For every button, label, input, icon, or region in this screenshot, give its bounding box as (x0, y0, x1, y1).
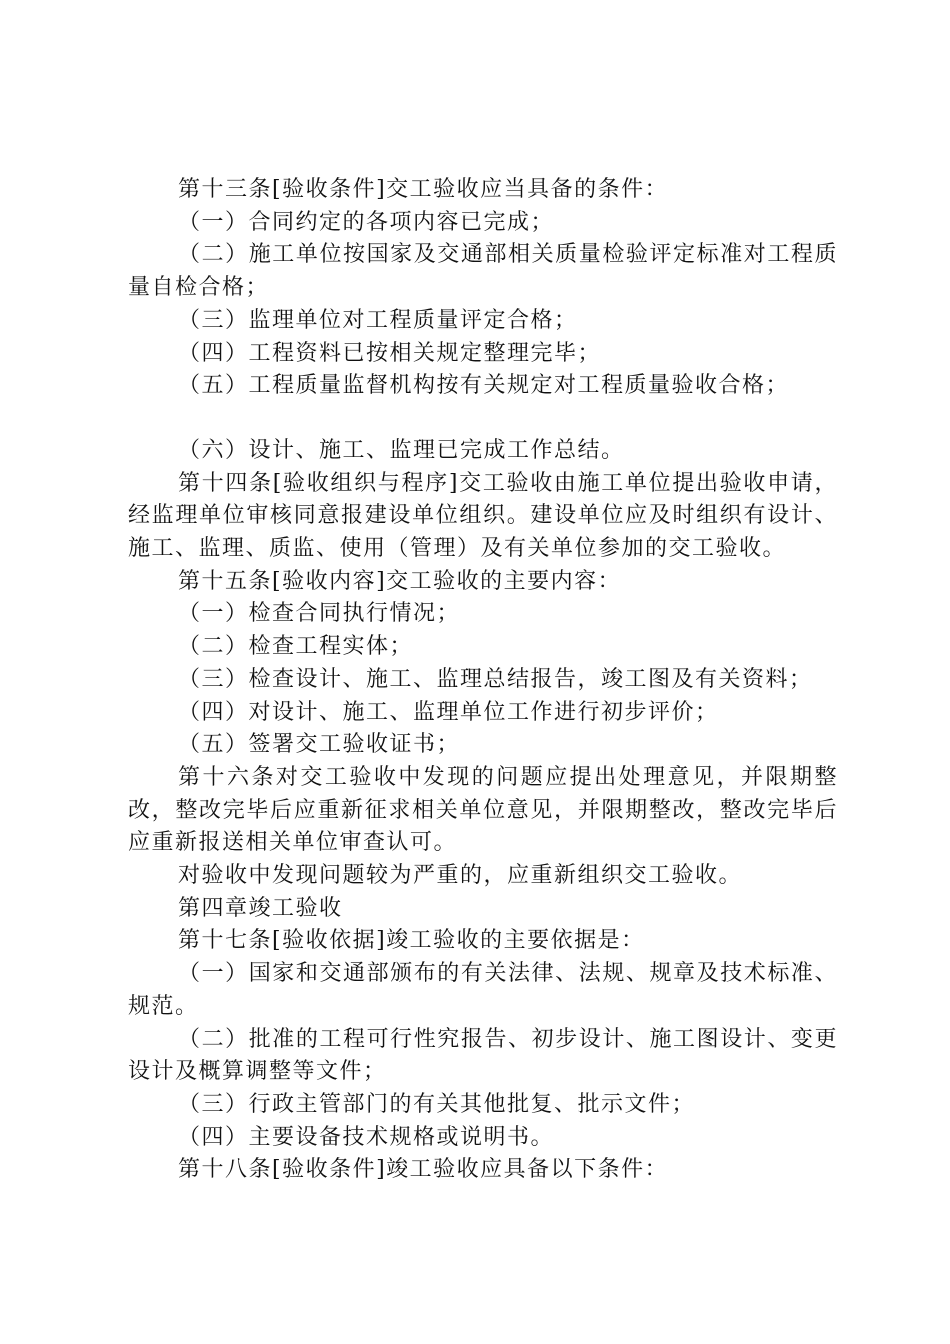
article-15-item-1: （一）检查合同执行情况； (178, 601, 461, 627)
article-15-item-3: （三）检查设计、施工、监理总结报告，竣工图及有关资料； (178, 666, 813, 692)
article-14-paragraph: 第十四条[验收组织与程序]交工验收由施工单位提出验收申请，经监理单位审核同意报建设单位组织。建设单位应及时组织有设计、施工、监理、质监、使用（管理）及有关单位参加的交工验收。 (128, 470, 838, 562)
article-17-item-3: （三）行政主管部门的有关其他批复、批示文件； (178, 1091, 696, 1117)
article-17-item-1: （一）国家和交通部颁布的有关法律、法规、规章及技术标准、规范。 (128, 961, 838, 1019)
article-17-item-2: （二）批准的工程可行性究报告、初步设计、施工图设计、变更设计及概算调整等文件； (128, 1026, 838, 1085)
article-13-item-3: （三）监理单位对工程质量评定合格； (178, 307, 578, 333)
article-17-heading: 第十七条[验收依据]竣工验收的主要依据是： (178, 928, 645, 954)
article-13-item-4: （四）工程资料已按相关规定整理完毕； (178, 340, 602, 366)
article-15-heading: 第十五条[验收内容]交工验收的主要内容： (178, 568, 622, 594)
article-13-item-1: （一）合同约定的各项内容已完成； (178, 209, 555, 235)
article-16-note: 对验收中发现问题较为严重的，应重新组织交工验收。 (178, 863, 743, 889)
article-15-item-5: （五）签署交工验收证书； (178, 732, 461, 758)
article-17-item-4: （四）主要设备技术规格或说明书。 (178, 1124, 555, 1150)
article-13-item-6: （六）设计、施工、监理已完成工作总结。 (178, 437, 625, 463)
document-body (128, 174, 838, 1187)
article-16-paragraph: 第十六条对交工验收中发现的问题应提出处理意见，并限期整改，整改完毕后应重新征求相关单位意见，并限期整改，整改完毕后应重新报送相关单位审查认可。 (128, 764, 838, 856)
article-18-heading: 第十八条[验收条件]竣工验收应具备以下条件： (178, 1157, 669, 1183)
article-13-item-2: （二）施工单位按国家及交通部相关质量检验评定标准对工程质量自检合格； (128, 242, 838, 301)
article-15-item-4: （四）对设计、施工、监理单位工作进行初步评价； (178, 699, 719, 725)
article-15-item-2: （二）检查工程实体； (178, 634, 414, 660)
article-13-heading: 第十三条[验收条件]交工验收应当具备的条件： (178, 177, 669, 202)
article-13-item-5: （五）工程质量监督机构按有关规定对工程质量验收合格； (178, 373, 790, 399)
chapter-4-heading: 第四章竣工验收 (178, 895, 343, 921)
